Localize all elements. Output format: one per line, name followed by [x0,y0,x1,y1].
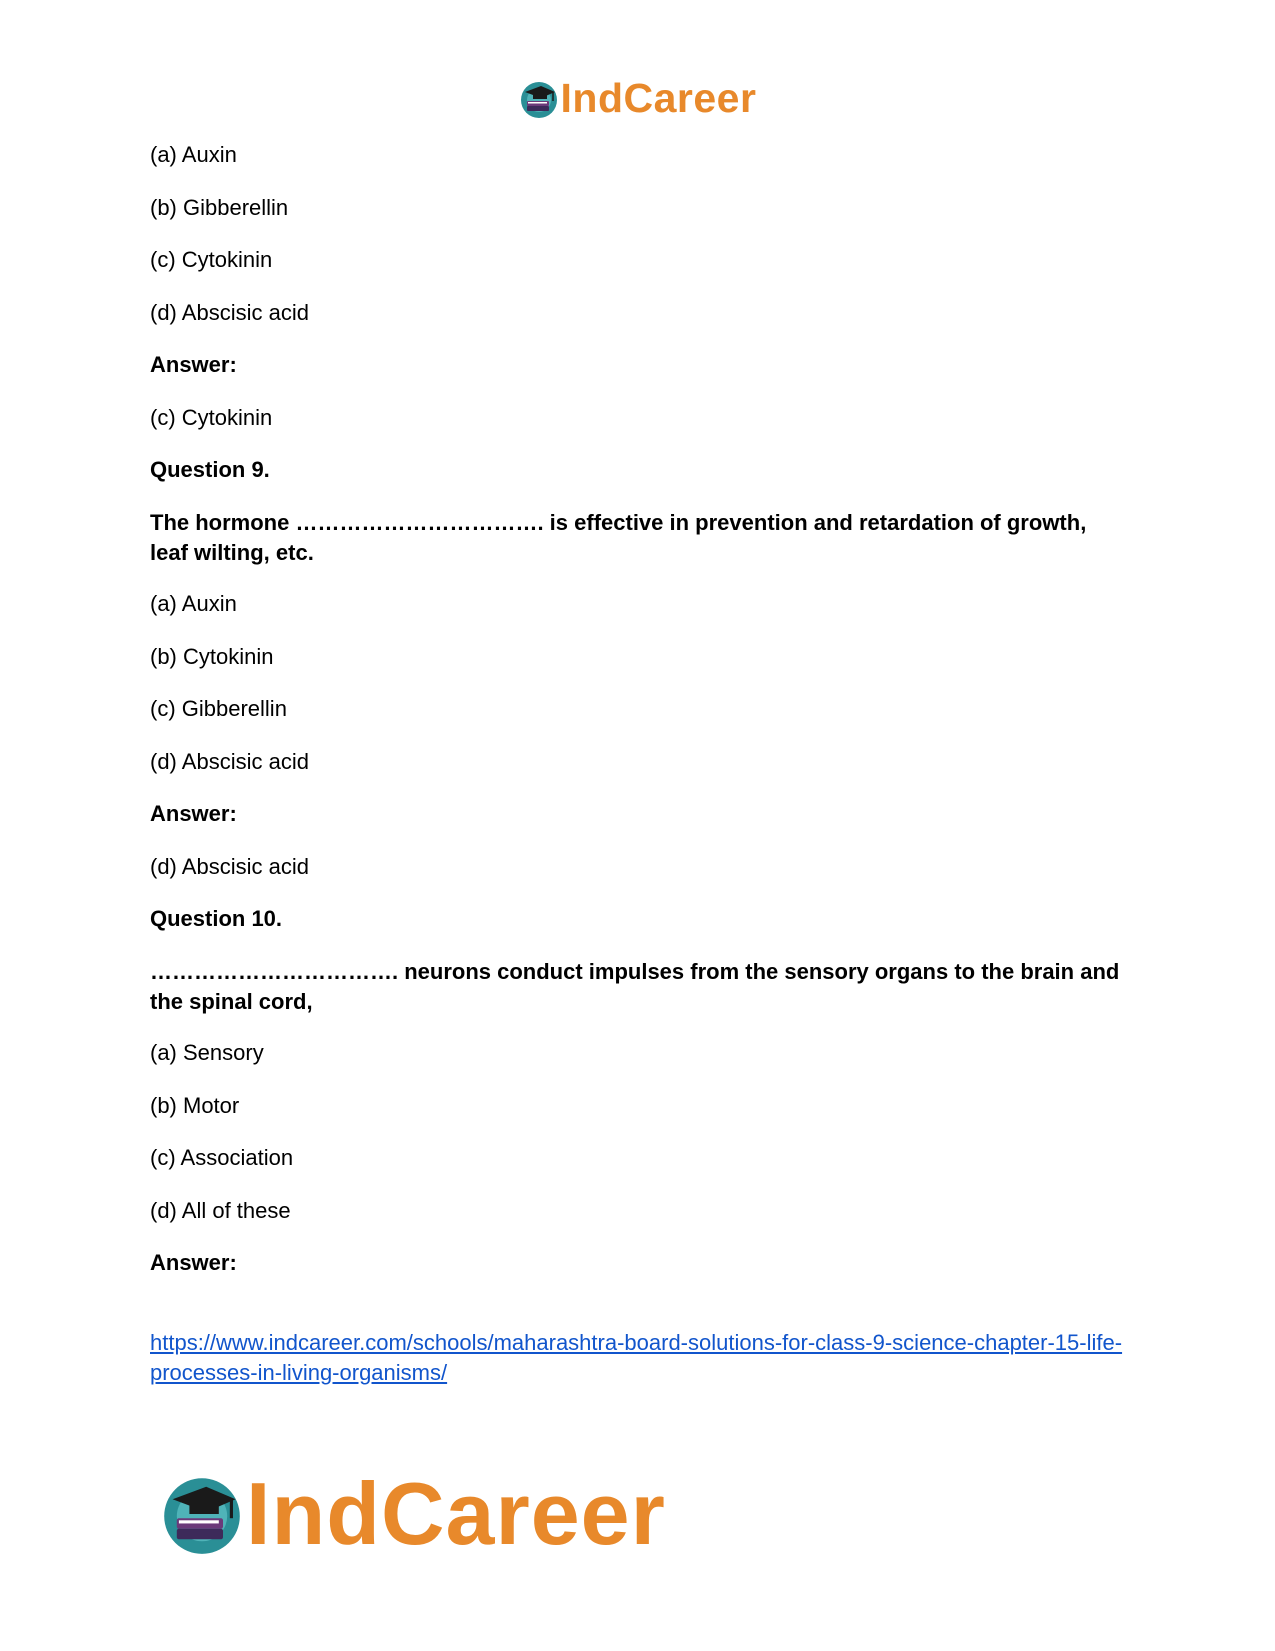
q9-option-d: (d) Abscisic acid [150,749,309,774]
graduation-book-icon [519,79,559,119]
q8-answer-label: Answer: [150,352,237,377]
q9-text: The hormone ……………………………. is effective in prevention and retardation of growth, leaf wilting, etc. [150,510,1087,565]
source-url-link[interactable]: https://www.indcareer.com/schools/maharashtra-board-solutions-for-class-9-science-chapter-15-life-processes-in-living-organisms/ [150,1330,1123,1385]
q9-answer-label: Answer: [150,801,237,826]
graduation-book-icon [160,1472,244,1556]
q10-title: Question 10. [150,906,283,931]
footer-logo [160,1464,666,1563]
footer-brand-name: IndCareer [246,1464,666,1563]
q10-option-d: (d) All of these [150,1198,291,1223]
q9-option-a: (a) Auxin [150,591,237,616]
q8-option-a: (a) Auxin [150,142,237,167]
q8-option-b: (b) Gibberellin [150,195,289,220]
q10-option-a: (a) Sensory [150,1040,264,1065]
q10-option-c: (c) Association [150,1145,294,1170]
q8-answer: (c) Cytokinin [150,405,273,430]
q9-option-b: (b) Cytokinin [150,644,274,669]
q9-title: Question 9. [150,457,270,482]
q8-option-c: (c) Cytokinin [150,247,273,272]
q9-option-c: (c) Gibberellin [150,696,287,721]
q10-option-b: (b) Motor [150,1093,240,1118]
brand-name: IndCareer [560,75,757,121]
q10-text: ……………………………. neurons conduct impulses from the sensory organs to the brain and the spinal cord, [150,959,1120,1014]
q8-option-d: (d) Abscisic acid [150,300,309,325]
header-logo [0,75,1275,121]
q9-answer: (d) Abscisic acid [150,854,309,879]
q10-answer-label: Answer: [150,1250,237,1275]
